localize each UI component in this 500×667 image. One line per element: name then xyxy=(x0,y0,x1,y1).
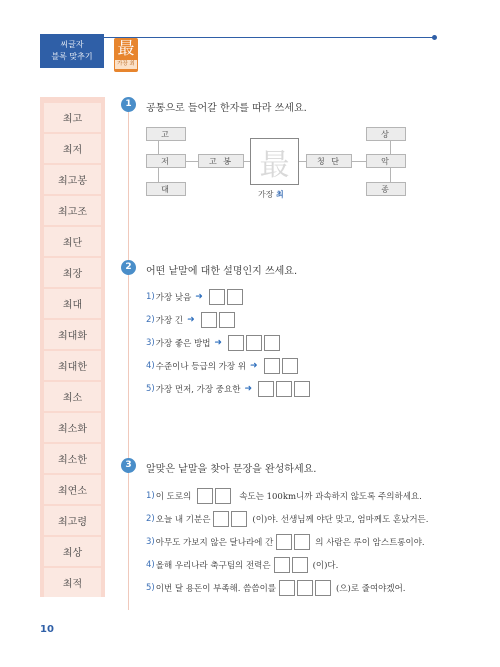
word-list-item: 최장 xyxy=(44,258,101,287)
sentence-item xyxy=(146,511,428,527)
hanja-meaning: 가장 최 xyxy=(115,60,137,69)
definition-item xyxy=(146,312,239,328)
diagram-word-box: 상 xyxy=(366,127,406,141)
answer-blank[interactable] xyxy=(276,381,292,397)
answer-blank[interactable] xyxy=(294,381,310,397)
definition-text: 가장 먼저, 가장 중요한 xyxy=(155,385,241,395)
answer-blanks[interactable] xyxy=(197,488,233,504)
word-list-item: 최소화 xyxy=(44,413,101,442)
answer-blank[interactable] xyxy=(274,557,290,573)
arrow-right-icon: ➜ xyxy=(214,338,222,348)
item-number: 3) xyxy=(146,537,155,547)
sentence-item xyxy=(146,557,338,573)
item-number: 3) xyxy=(146,338,155,348)
answer-blank[interactable] xyxy=(213,511,229,527)
word-list-item: 최상 xyxy=(44,537,101,566)
arrow-right-icon: ➜ xyxy=(249,361,258,371)
word-list-item: 최대한 xyxy=(44,351,101,380)
section-number: 3 xyxy=(121,458,136,473)
unit-tab xyxy=(40,34,104,68)
word-list-item: 최대 xyxy=(44,289,101,318)
hanja-caption-prefix: 가장 xyxy=(258,190,276,199)
word-list-item: 최고조 xyxy=(44,196,101,225)
item-number: 2) xyxy=(146,315,155,325)
answer-blank[interactable] xyxy=(258,381,274,397)
item-number: 1) xyxy=(146,491,155,501)
word-list-item: 최소한 xyxy=(44,444,101,473)
unit-tab-line1: 씨글자 xyxy=(60,40,84,49)
answer-blanks[interactable] xyxy=(201,312,237,328)
hanja-trace-box[interactable] xyxy=(250,138,299,185)
page-number: 10 xyxy=(40,624,54,635)
hanja-trace-glyph: 最 xyxy=(259,147,290,183)
arrow-right-icon: ➜ xyxy=(187,315,195,325)
answer-blank[interactable] xyxy=(264,358,280,374)
answer-blank[interactable] xyxy=(246,335,262,351)
item-number: 2) xyxy=(146,514,155,524)
answer-blank[interactable] xyxy=(276,534,292,550)
answer-blanks[interactable] xyxy=(274,557,310,573)
diagram-word-box: 종 xyxy=(366,182,406,196)
sentence-after: 속도는 100km니까 과속하지 않도록 주의하세요. xyxy=(239,492,422,502)
word-list-item: 최고령 xyxy=(44,506,101,535)
answer-blank[interactable] xyxy=(297,580,313,596)
diagram-word-box: 대 xyxy=(146,182,186,196)
definition-item xyxy=(146,358,302,374)
word-list-item: 최연소 xyxy=(44,475,101,504)
definition-item xyxy=(146,381,314,397)
answer-blanks[interactable] xyxy=(258,381,312,397)
diagram-word-box: 악 xyxy=(366,154,406,168)
word-list-item: 최적 xyxy=(44,568,101,597)
answer-blank[interactable] xyxy=(282,358,298,374)
word-list-item: 최단 xyxy=(44,227,101,256)
section-title: 공통으로 들어갈 한자를 따라 쓰세요. xyxy=(146,103,307,114)
sentence-before: 오늘 내 기분은 xyxy=(155,515,211,525)
answer-blank[interactable] xyxy=(315,580,331,596)
diagram-word-box: 청 단 xyxy=(306,154,352,168)
sentence-item xyxy=(146,534,425,550)
header-rule-dot xyxy=(432,35,437,40)
section-number: 1 xyxy=(121,97,136,112)
item-number: 4) xyxy=(146,361,155,371)
section-number: 2 xyxy=(121,260,136,275)
word-list-sidebar xyxy=(40,97,105,597)
hanja-character: 最 xyxy=(117,39,135,59)
answer-blanks[interactable] xyxy=(264,358,300,374)
header-rule xyxy=(104,37,434,38)
word-list-item: 최대화 xyxy=(44,320,101,349)
answer-blank[interactable] xyxy=(201,312,217,328)
answer-blanks[interactable] xyxy=(213,511,249,527)
sentence-after: (이)야. 선생님께 야단 맞고, 엄마께도 혼났거든. xyxy=(252,515,429,525)
word-list-item: 최고봉 xyxy=(44,165,101,194)
diagram-word-box: 고 xyxy=(146,127,186,141)
sentence-before: 이 도로의 xyxy=(155,492,192,502)
answer-blank[interactable] xyxy=(231,511,247,527)
answer-blank[interactable] xyxy=(197,488,213,504)
definition-text: 가장 좋은 방법 xyxy=(155,339,211,349)
definition-text: 수준이나 등급의 가장 위 xyxy=(155,362,246,372)
answer-blank[interactable] xyxy=(215,488,231,504)
hanja-badge xyxy=(114,38,138,72)
answer-blank[interactable] xyxy=(279,580,295,596)
item-number: 4) xyxy=(146,560,155,570)
word-list-item: 최고 xyxy=(44,103,101,132)
item-number: 5) xyxy=(146,583,155,593)
answer-blanks[interactable] xyxy=(279,580,333,596)
sentence-item xyxy=(146,580,406,596)
diagram-word-box: 고 봉 xyxy=(198,154,244,168)
sentence-before: 이번 달 용돈이 부족해. 씀씀이를 xyxy=(155,584,276,594)
answer-blank[interactable] xyxy=(219,312,235,328)
answer-blanks[interactable] xyxy=(209,289,245,305)
answer-blanks[interactable] xyxy=(276,534,312,550)
item-number: 1) xyxy=(146,292,155,302)
word-list-item: 최소 xyxy=(44,382,101,411)
sentence-before: 올해 우리나라 축구팀의 전력은 xyxy=(155,561,271,571)
definition-text: 가장 낮음 xyxy=(155,293,192,303)
answer-blank[interactable] xyxy=(227,289,243,305)
hanja-caption xyxy=(258,189,284,200)
definition-text: 가장 긴 xyxy=(155,316,184,326)
sentence-after: (이)다. xyxy=(312,561,339,571)
sentence-item xyxy=(146,488,422,504)
arrow-right-icon: ➜ xyxy=(195,292,203,302)
answer-blank[interactable] xyxy=(228,335,244,351)
section-title: 어떤 낱말에 대한 설명인지 쓰세요. xyxy=(146,266,298,277)
definition-item xyxy=(146,289,247,305)
column-guide-line xyxy=(128,110,129,610)
answer-blank[interactable] xyxy=(294,534,310,550)
hanja-caption-sound: 최 xyxy=(276,190,284,199)
section-title: 알맞은 낱말을 찾아 문장을 완성하세요. xyxy=(146,464,317,475)
sentence-after: (으)로 줄여야겠어. xyxy=(336,584,406,594)
answer-blanks[interactable] xyxy=(228,335,282,351)
item-number: 5) xyxy=(146,384,155,394)
unit-tab-line2: 블록 맞추기 xyxy=(51,52,93,61)
diagram-word-box: 저 xyxy=(146,154,186,168)
word-list-item: 최저 xyxy=(44,134,101,163)
answer-blank[interactable] xyxy=(264,335,280,351)
sentence-after: 의 사람은 루이 암스트롱이야. xyxy=(315,538,425,548)
sentence-before: 아무도 가보지 않은 달나라에 간 xyxy=(155,538,274,548)
answer-blank[interactable] xyxy=(209,289,225,305)
arrow-right-icon: ➜ xyxy=(244,384,252,394)
answer-blank[interactable] xyxy=(292,557,308,573)
definition-item xyxy=(146,335,284,351)
